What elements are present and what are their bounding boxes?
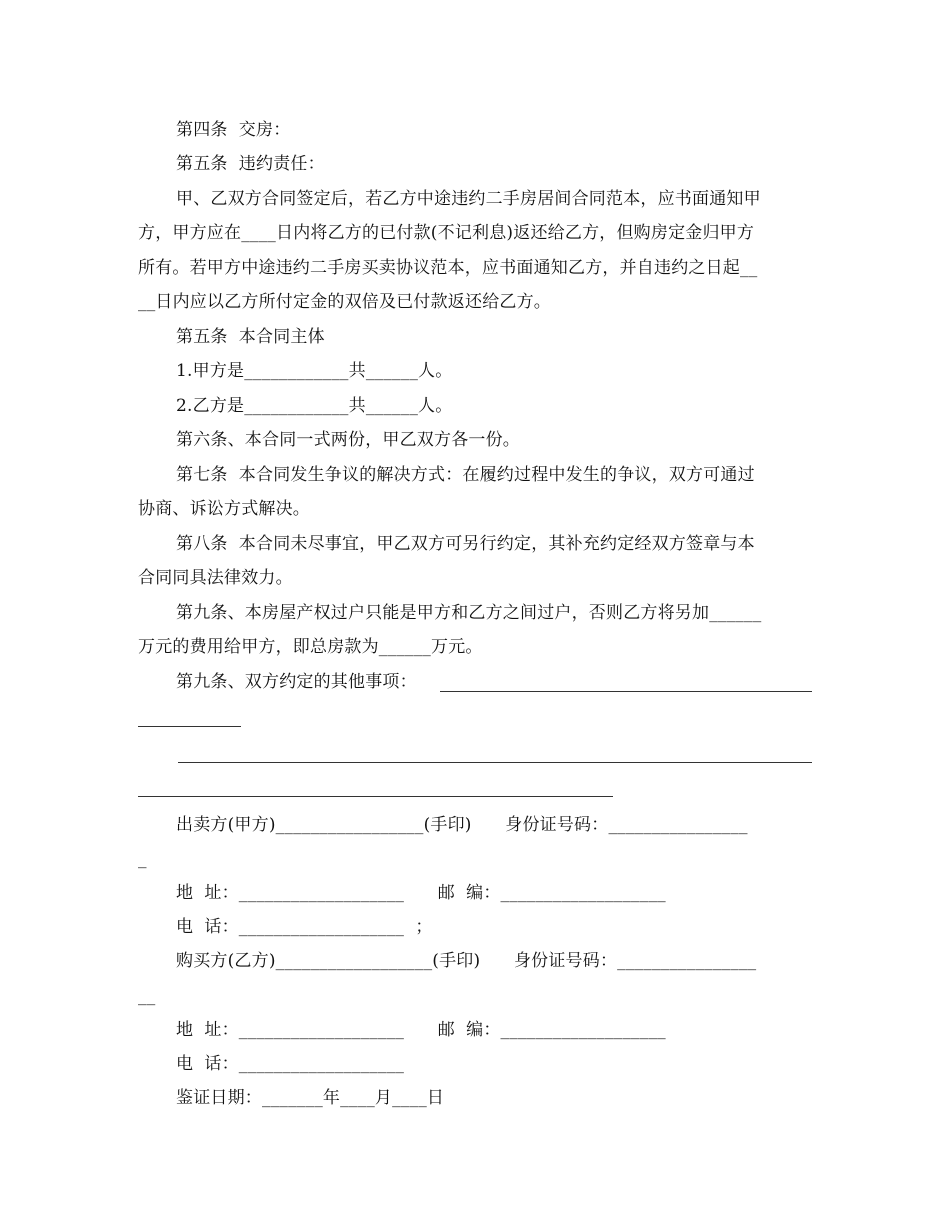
article-9-line-2: 万元的费用给甲方，即总房款为______万元。: [138, 637, 483, 657]
party-b-line: 2.乙方是____________共______人。: [176, 396, 453, 416]
breach-paragraph-line-1: 甲、乙双方合同签定后，若乙方中途违约二手房居间合同范本，应书面通知甲: [176, 189, 761, 209]
article-4-heading: 第四条 交房：: [176, 120, 291, 140]
buyer-signature-line: 购买方(乙方)__________________(手印) 身份证号码：________________: [176, 951, 757, 971]
buyer-id-continuation: __: [138, 986, 156, 1006]
article-8-line-1: 第八条 本合同未尽事宜，甲乙双方可另行约定，其补充约定经双方签章与本: [176, 534, 755, 554]
other-matters-blank-2: [138, 726, 241, 727]
article-5-heading: 第五条 违约责任：: [176, 154, 325, 174]
breach-paragraph-line-3: 所有。若甲方中途违约二手房买卖协议范本，应书面通知乙方，并自违约之日起__: [138, 258, 758, 278]
seller-id-continuation: _: [138, 849, 147, 869]
breach-paragraph-line-2: 方，甲方应在____日内将乙方的已付款(不记利息)返还给乙方，但购房定金归甲方: [138, 223, 755, 243]
seller-phone-line: 电 话：___________________ ；: [176, 917, 433, 937]
attestation-date-line: 鉴证日期：_______年____月____日: [176, 1088, 445, 1108]
article-7-line-1: 第七条 本合同发生争议的解决方式：在履约过程中发生的争议，双方可通过: [176, 465, 755, 485]
article-6-line: 第六条、本合同一式两份，甲乙双方各一份。: [176, 430, 520, 450]
buyer-phone-line: 电 话：___________________: [176, 1054, 405, 1074]
seller-address-line: 地 址：___________________ 邮 编：___________________: [176, 883, 666, 903]
article-9-line-1: 第九条、本房屋产权过户只能是甲方和乙方之间过户，否则乙方将另加______: [176, 603, 762, 623]
other-matters-blank-3: [178, 762, 812, 763]
party-a-line: 1.甲方是____________共______人。: [176, 361, 453, 381]
buyer-address-line: 地 址：___________________ 邮 编：___________________: [176, 1020, 666, 1040]
breach-paragraph-line-4: __日内应以乙方所付定金的双倍及已付款返还给乙方。: [138, 292, 551, 312]
article-9-other-matters: 第九条、双方约定的其他事项：: [176, 672, 417, 692]
article-7-line-2: 协商、诉讼方式解决。: [138, 499, 310, 519]
article-5-subject-heading: 第五条 本合同主体: [176, 327, 325, 347]
seller-signature-line: 出卖方(甲方)_________________(手印) 身份证号码：________________: [176, 815, 748, 835]
article-8-line-2: 合同同具法律效力。: [138, 568, 293, 588]
other-matters-blank-4: [138, 796, 613, 797]
other-matters-blank-1: [440, 691, 812, 692]
